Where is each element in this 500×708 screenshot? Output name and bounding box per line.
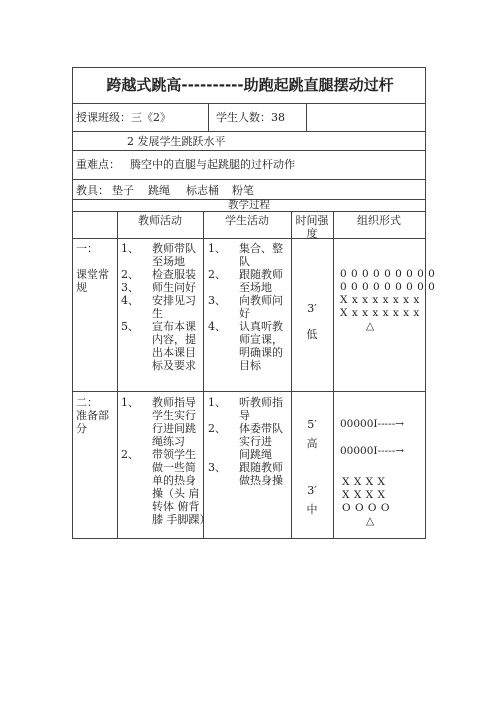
activity-line: 做一些简 bbox=[152, 461, 196, 474]
formation-column-arrow: 00000Ⅰ-----→ bbox=[340, 418, 405, 430]
formation-row: X x x x x x x x bbox=[340, 294, 420, 306]
formation-row: X X X X bbox=[342, 476, 386, 488]
activity-line: 内容，提 bbox=[152, 333, 196, 346]
table-top-border bbox=[72, 67, 426, 68]
process-title: 教学过程 bbox=[228, 199, 270, 211]
activity-line: 出本课目 bbox=[152, 346, 196, 359]
section2-time-2: 3′ bbox=[307, 484, 317, 497]
activity-line: 4、 安排见习 bbox=[121, 294, 196, 307]
col-divider-part bbox=[117, 211, 118, 539]
section2-intensity-1: 高 bbox=[306, 437, 318, 450]
activity-line: 好 bbox=[239, 307, 250, 320]
formation-row: O O O O bbox=[342, 502, 390, 514]
activity-line: 4、 认真听教 bbox=[208, 320, 283, 333]
key-points-text: 腾空中的直腿与起跳腿的过杆动作 bbox=[130, 158, 295, 171]
row-divider-process bbox=[72, 211, 426, 212]
table-right-border bbox=[425, 67, 426, 539]
activity-line: 2、 跟随教师 bbox=[208, 268, 283, 281]
lesson-title: 跨越式跳高----------助跑起跳直腿摆动过杆 bbox=[106, 76, 394, 94]
section2-part-cell bbox=[76, 396, 109, 435]
part-line: 规 bbox=[76, 281, 87, 294]
activity-line: 3、 师生问好 bbox=[121, 281, 196, 294]
row-divider-headers bbox=[72, 238, 426, 239]
equipment-item: 标志桶 bbox=[186, 184, 219, 197]
activity-line: 1、 教师带队 bbox=[121, 242, 196, 255]
row-divider-title bbox=[72, 103, 426, 104]
activity-line: 3、 跟随教师 bbox=[208, 461, 283, 474]
student-activity-header: 学生活动 bbox=[225, 214, 269, 227]
activity-line: 师宣课， bbox=[239, 333, 283, 346]
section1-teacher-activity bbox=[121, 242, 196, 372]
activity-line: 膝 手脚踝） bbox=[152, 513, 211, 526]
activity-line: 转体 俯背 bbox=[152, 500, 200, 513]
activity-line: 1、 听教师指 bbox=[208, 396, 283, 409]
table-left-border bbox=[72, 67, 73, 539]
equipment-item: 垫子 bbox=[112, 184, 134, 197]
formation-column-arrow: 00000Ⅰ-----→ bbox=[340, 445, 405, 457]
class-row-divider-2 bbox=[306, 103, 307, 131]
row-divider-class bbox=[72, 131, 426, 132]
teacher-activity-header: 教师活动 bbox=[138, 214, 182, 227]
activity-line: 队 bbox=[239, 255, 250, 268]
section1-student-activity bbox=[208, 242, 283, 372]
activity-line: 2、 检查服装 bbox=[121, 268, 196, 281]
section2-time-1: 5′ bbox=[307, 418, 317, 431]
activity-line: 实行进 bbox=[239, 435, 272, 448]
equipment-item: 粉笔 bbox=[232, 184, 254, 197]
equipment-label: 教具： bbox=[76, 184, 109, 197]
part-line: 二： bbox=[76, 396, 98, 409]
formation-row: X x x x x x x x bbox=[340, 307, 420, 319]
activity-line: 学生实行 bbox=[152, 409, 196, 422]
activity-line: 明确课的 bbox=[239, 346, 283, 359]
class-label: 授课班级：三《2》 bbox=[76, 111, 171, 124]
formation-row: 0 0 0 0 0 0 0 0 0 bbox=[340, 268, 436, 280]
part-line: 分 bbox=[76, 422, 87, 435]
section1-part-cell bbox=[76, 242, 109, 294]
row-divider-objective bbox=[72, 150, 426, 151]
key-points-label: 重难点： bbox=[76, 158, 120, 171]
objective-text: 2 发展学生跳跃水平 bbox=[127, 135, 226, 148]
activity-line: 2、 体委带队 bbox=[208, 422, 283, 435]
activity-line: 标及要求 bbox=[152, 359, 196, 372]
table-bottom-border bbox=[72, 538, 426, 539]
part-line bbox=[76, 255, 109, 268]
activity-line: 1、 集合、整 bbox=[208, 242, 283, 255]
activity-line: 导 bbox=[239, 409, 250, 422]
activity-line: 2、 带领学生 bbox=[121, 448, 196, 461]
activity-line: 绳练习 bbox=[152, 435, 185, 448]
activity-line: 操（头 肩 bbox=[152, 487, 200, 500]
activity-line: 3、 向教师问 bbox=[208, 294, 283, 307]
teacher-position-triangle: △ bbox=[366, 515, 375, 527]
equipment-item: 跳绳 bbox=[148, 184, 170, 197]
part-line: 准备部 bbox=[76, 409, 109, 422]
organization-header: 组织形式 bbox=[357, 214, 401, 227]
class-row-divider-1 bbox=[208, 103, 209, 131]
teacher-position-triangle: △ bbox=[366, 320, 375, 332]
activity-line: 5、 宣布本课 bbox=[121, 320, 196, 333]
activity-line: 至场地 bbox=[152, 255, 185, 268]
activity-line: 单的热身 bbox=[152, 474, 196, 487]
time-intensity-header: 时间强 bbox=[295, 214, 329, 227]
part-line: 课堂常 bbox=[76, 268, 109, 281]
activity-line: 间跳绳 bbox=[239, 448, 272, 461]
section1-time: 3′ bbox=[307, 302, 317, 315]
activity-line: 做热身操 bbox=[239, 474, 283, 487]
activity-line: 行进间跳 bbox=[152, 422, 196, 435]
formation-row: X X X X bbox=[342, 489, 386, 501]
formation-row: 0 0 0 0 0 0 0 0 0 bbox=[340, 281, 436, 293]
activity-line: 至场地 bbox=[239, 281, 272, 294]
row-divider-section1 bbox=[72, 391, 426, 392]
section2-intensity-2: 中 bbox=[306, 503, 318, 516]
part-line: 一： bbox=[76, 242, 98, 255]
col-divider-time bbox=[333, 211, 334, 539]
time-intensity-header-cont: 度 bbox=[306, 227, 318, 240]
activity-line: 目标 bbox=[239, 359, 261, 372]
section2-student-activity bbox=[208, 396, 283, 487]
activity-line: 生 bbox=[152, 307, 163, 320]
section1-intensity: 低 bbox=[306, 328, 318, 341]
section2-teacher-activity bbox=[121, 396, 211, 526]
row-divider-keypoints bbox=[72, 179, 426, 180]
students-label: 学生人数：38 bbox=[216, 111, 285, 124]
activity-line: 1、 教师指导 bbox=[121, 396, 196, 409]
